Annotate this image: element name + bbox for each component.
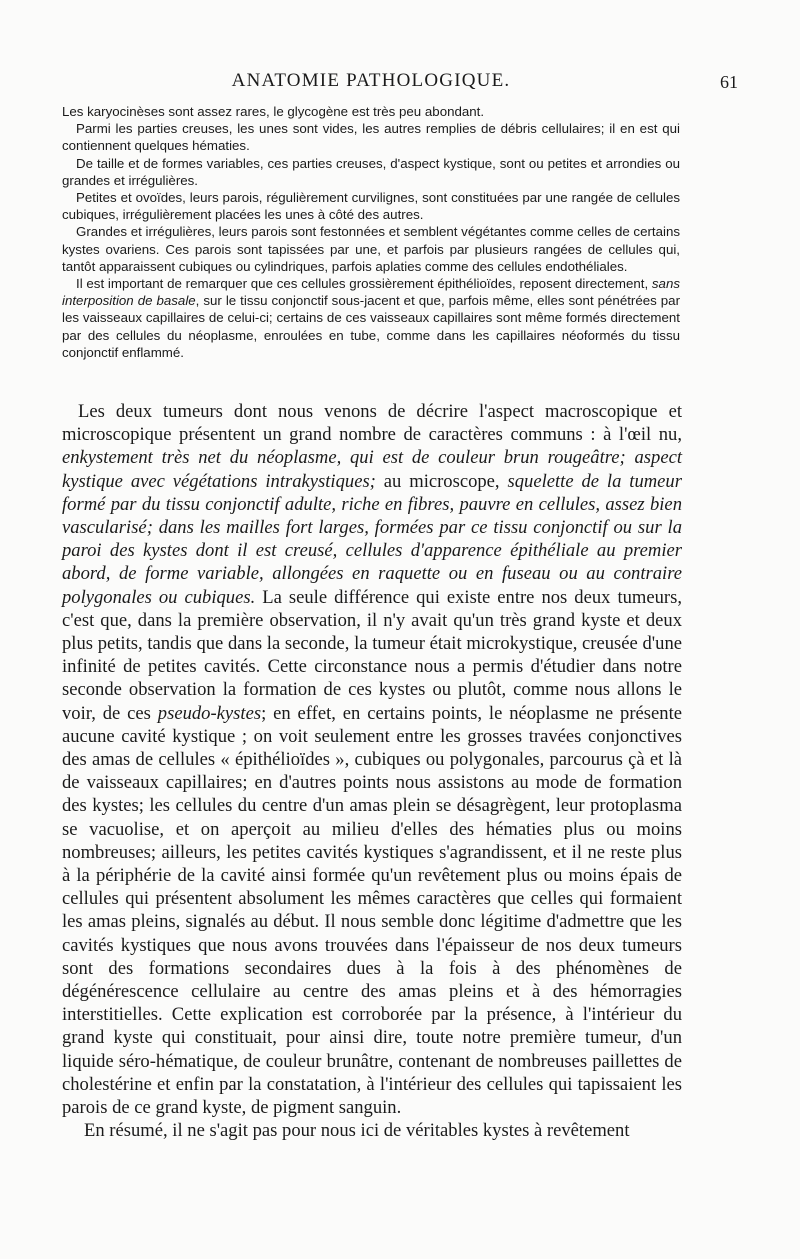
text-run: Les deux tumeurs dont nous venons de décrire l'aspect macroscopique et microscopique présentent un grand nombre de caractères communs : à l'œil nu,	[62, 401, 682, 446]
paragraph	[62, 189, 680, 223]
running-title: ANATOMIE PATHOLOGIQUE.	[231, 70, 511, 91]
page-number: 61	[720, 72, 738, 92]
paragraph	[62, 155, 680, 189]
paragraph	[62, 1119, 682, 1142]
text-run: De taille et de formes variables, ces parties creuses, d'aspect kystique, sont ou petites et arrondies ou grandes et irrégulières.	[62, 155, 680, 188]
text-run: ; en effet, en certains points, le néoplasme ne présente aucune cavité kystique ; on voit seulement entre les grosses travées conjonctives des amas de cellules « épithélioïdes », cubiques ou polygonales, parcourus çà et là de vaisseaux capillaires; en d'autres points nous assistons au mode de formation des kystes; les cellules du centre d'un amas plein se désagrègent, leur protoplasma se vacuolise, et on aperçoit au milieu d'elles des hématies plus ou moins nombreuses; ailleurs, les petites cavités kystiques s'agrandissent, et il ne reste plus à la périphérie de la cavité ainsi formée qu'un revêtement plus ou moins épais de cellules qui présentent absolument les mêmes caractères que celles qui formaient les amas pleins, signalés au début. Il nous semble donc légitime d'admettre que les cavités kystiques que nous avons trouvées dans l'épaisseur de nos deux tumeurs sont des formations secondaires dues à la fois à des phénomènes de dégénérescence cellulaire au centre des amas pleins et à des hémorragies interstitielles. Cette explication est corroborée par la présence, à l'intérieur du grand kyste qui constituait, pour ainsi dire, toute notre première tumeur, d'un liquide séro-hématique, de couleur brunâtre, contenant de nombreuses paillettes de cholestérine et enfin par la constatation, à l'intérieur des cellules qui tapissaient les parois de ce grand kyste, de pigment sanguin.	[62, 702, 682, 1119]
text-run: La seule différence qui existe entre nos deux tumeurs, c'est que, dans la première observation, il n'y avait qu'un très grand kyste et deux plus petits, tandis que dans la seconde, la tumeur était microkystique, creusée d'une infinité de petites cavités. Cette circonstance nous a permis d'étudier dans notre seconde observation la formation de ces kystes ou plutôt, comme nous allons le voir, de ces	[62, 586, 682, 724]
text-run: Petites et ovoïdes, leurs parois, régulièrement curvilignes, sont constituées par une rangée de cellules cubiques, irrégulièrement placées les unes à côté des autres.	[62, 190, 680, 223]
text-run: Grandes et irrégulières, leurs parois sont festonnées et semblent végétantes comme celles de certains kystes ovariens. Ces parois sont tapissées par une, et parfois par plusieurs rangées de cellules qui, tantôt apparaissent cubiques ou cylindriques, parfois aplaties comme des cellules endothéliales.	[62, 224, 680, 274]
italic-text: squelette de la tumeur formé par du tissu conjonctif adulte, riche en fibres, pauvre en cellules, assez bien vascularisé; dans les mailles fort larges, formées par ce tissu conjonctif ou sur la paroi des kystes dont il est creusé, cellules d'apparence épithéliale au premier abord, de forme variable, allongées en raquette ou en fuseau ou au contraire polygonales ou cubiques.	[62, 470, 682, 608]
text-run: Parmi les parties creuses, les unes sont vides, les autres remplies de débris cellulaires; il en est qui contiennent quelques hématies.	[62, 121, 680, 154]
paragraph	[62, 400, 682, 1119]
italic-text: enkystement très net du néoplasme, qui est de couleur brun rougeâtre; aspect kystique avec végétations intrakystiques;	[62, 447, 682, 492]
paragraph	[62, 120, 680, 154]
paragraph	[62, 223, 680, 275]
text-run: En résumé, il ne s'agit pas pour nous ici de véritables kystes à revêtement	[84, 1120, 630, 1142]
paragraph	[62, 103, 680, 120]
italic-text: sans interposition de basale	[62, 276, 680, 309]
paragraph	[62, 275, 680, 361]
italic-text: pseudo-kystes	[157, 702, 262, 724]
text-run: au microscope,	[375, 470, 508, 492]
text-run: , sur le tissu conjonctif sous-jacent et que, parfois même, elles sont pénétrées par les vaisseaux capillaires de celui-ci; certains de ces vaisseaux capillaires sont même formés directement par des cellules du néoplasme, enroulées en tube, comme dans les capillaires néoformés du tissu conjonctif enflammé.	[62, 293, 680, 360]
text-run: Les karyocinèses sont assez rares, le glycogène est très peu abondant.	[62, 104, 485, 119]
main-text-section	[62, 400, 682, 1143]
small-print-section	[62, 103, 680, 361]
page-header	[62, 70, 738, 100]
text-run: Il est important de remarquer que ces cellules grossièrement épithélioïdes, reposent directement,	[76, 276, 652, 292]
